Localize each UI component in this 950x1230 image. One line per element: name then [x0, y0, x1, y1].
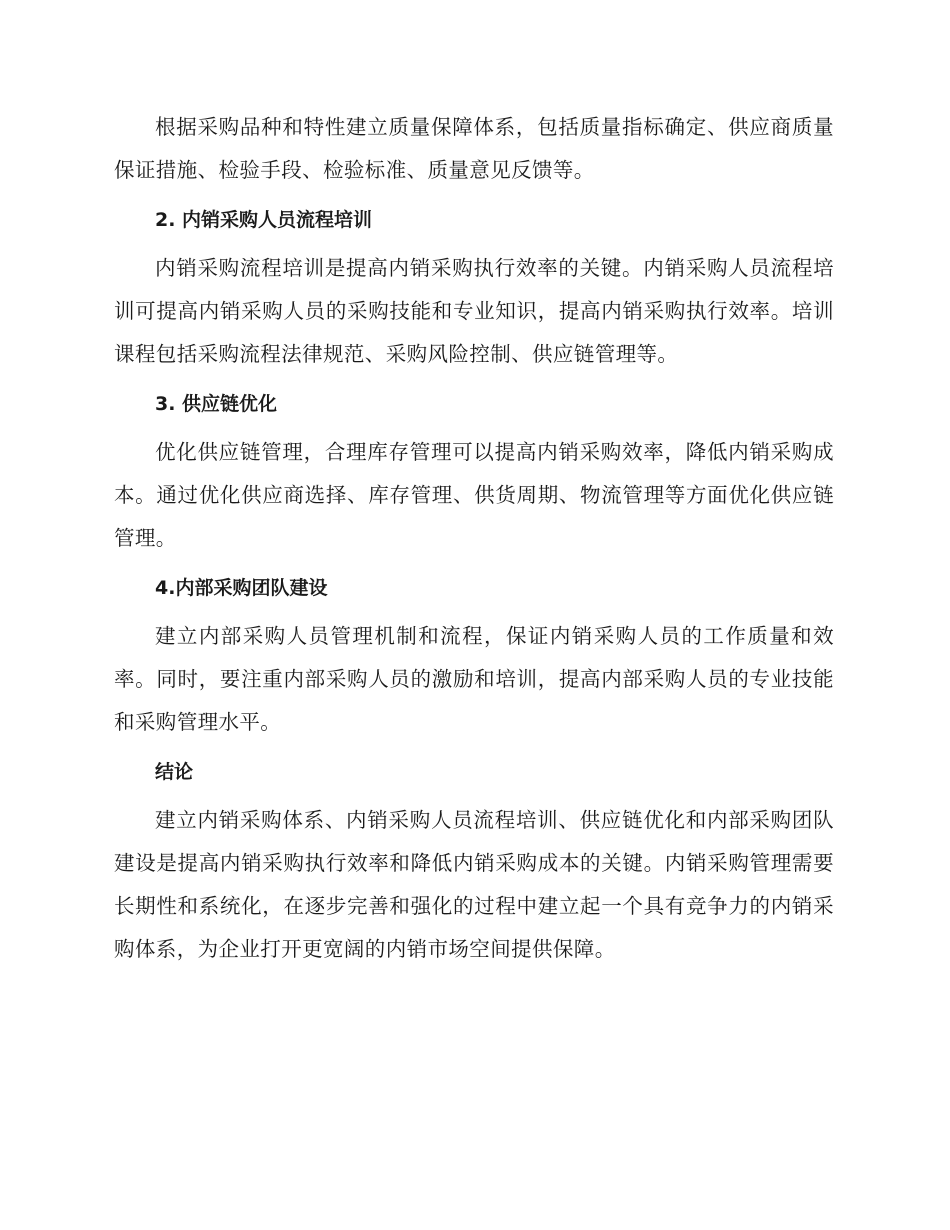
spacer — [114, 600, 834, 615]
training-paragraph: 内销采购流程培训是提高内销采购执行效率的关键。内销采购人员流程培训可提高内销采购人员的采购技能和专业知识，提高内销采购执行效率。培训课程包括采购流程法律规范、采购风险控制、供应链管理等。 — [114, 256, 834, 366]
section-heading-team-building: 4.内部采购团队建设 — [155, 577, 328, 599]
team-building-paragraph: 建立内部采购人员管理机制和流程，保证内销采购人员的工作质量和效率。同时，要注重内部采购人员的激励和培训，提高内部采购人员的专业技能和采购管理水平。 — [114, 624, 834, 734]
conclusion-paragraph: 建立内销采购体系、内销采购人员流程培训、供应链优化和内部采购团队建设是提高内销采购执行效率和降低内销采购成本的关键。内销采购管理需要长期性和系统化，在逐步完善和强化的过程中建立起一个具有竞争力的内销采购体系，为企业打开更宽阔的内销市场空间提供保障。 — [114, 808, 834, 961]
section-heading-training: 2. 内销采购人员流程培训 — [155, 209, 373, 231]
spacer — [114, 192, 834, 209]
section-heading-conclusion: 结论 — [155, 761, 194, 783]
spacer — [114, 560, 834, 577]
quality-assurance-paragraph: 根据采购品种和特性建立质量保障体系，包括质量指标确定、供应商质量保证措施、检验手段、检验标准、质量意见反馈等。 — [114, 115, 834, 182]
spacer — [114, 416, 834, 431]
section-heading-supply-chain: 3. 供应链优化 — [155, 393, 278, 415]
spacer — [114, 784, 834, 799]
supply-chain-paragraph: 优化供应链管理，合理库存管理可以提高内销采购效率，降低内销采购成本。通过优化供应商选择、库存管理、供货周期、物流管理等方面优化供应链管理。 — [114, 440, 834, 550]
spacer — [114, 744, 834, 761]
spacer — [114, 376, 834, 393]
spacer — [114, 232, 834, 247]
document-page — [114, 106, 834, 971]
